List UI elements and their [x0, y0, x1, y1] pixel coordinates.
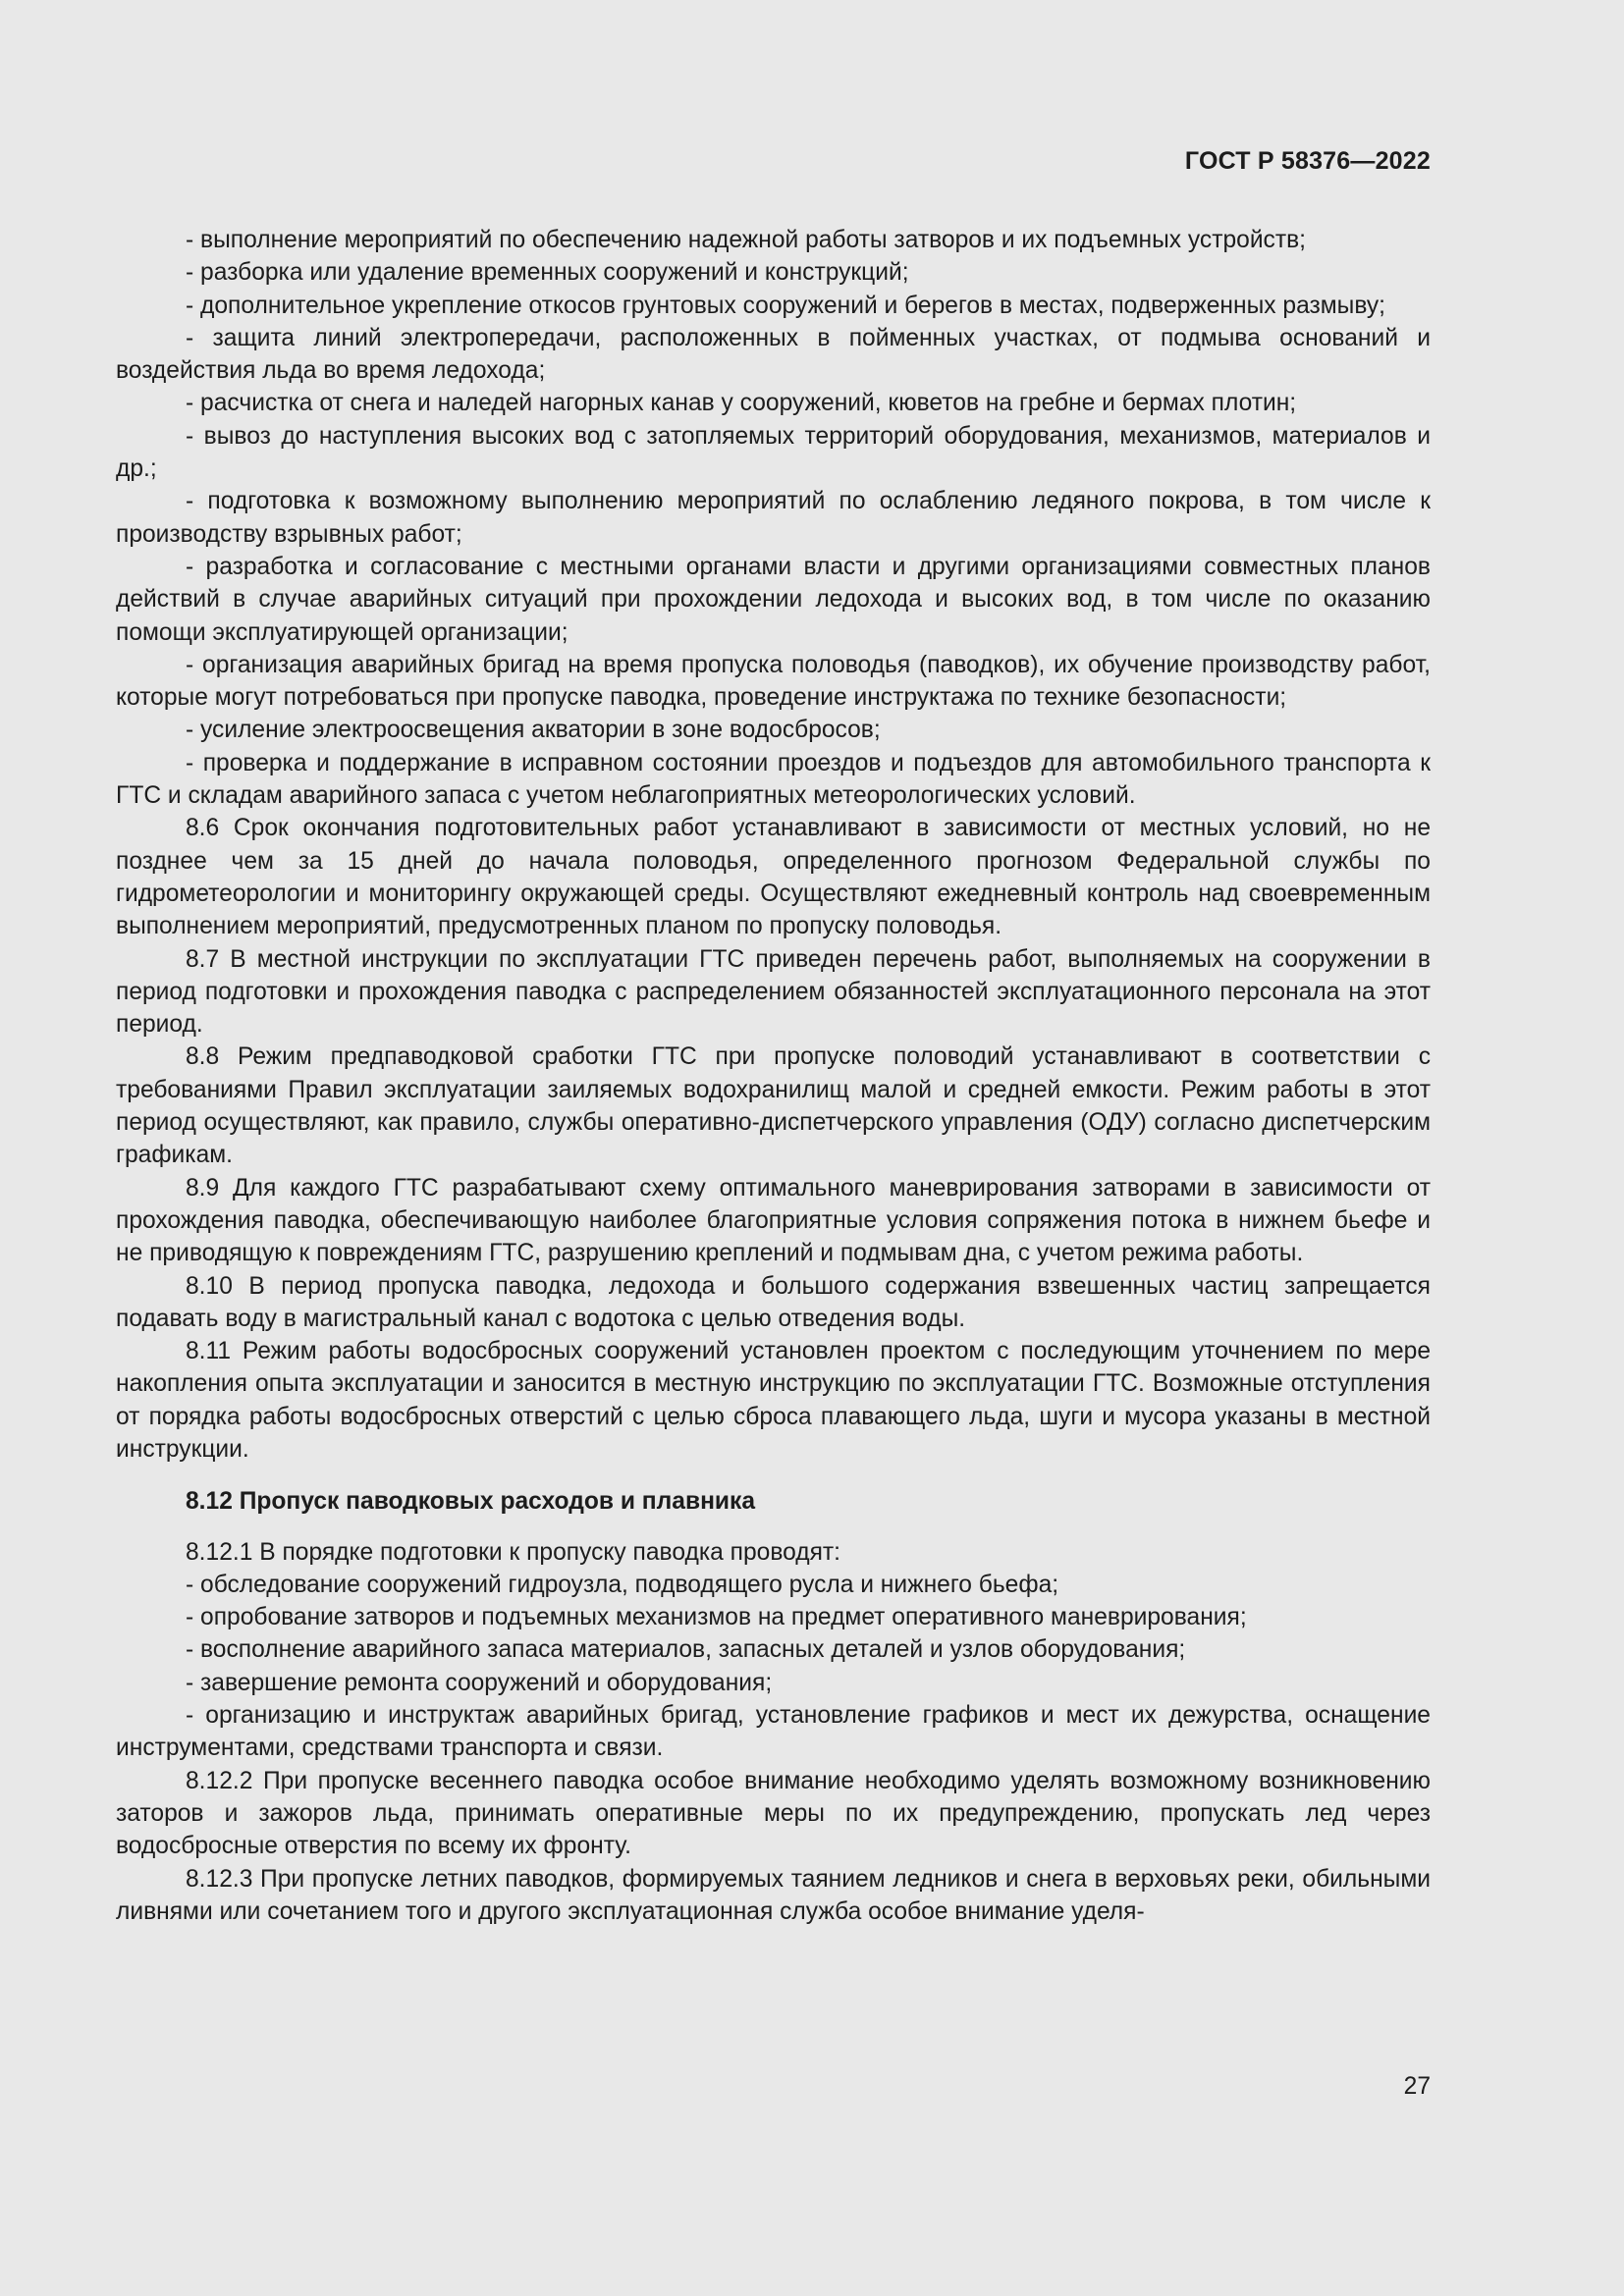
- paragraph: 8.12.1 В порядке подготовки к пропуску паводка проводят:: [186, 1538, 841, 1566]
- paragraph: - разработка и согласование с местными органами власти и другими организациями совместных планов действий в случае аварийных ситуаций при прохождении ледохода и высоких вод, в том числе по оказанию помощи эксплуатирующей организации;: [116, 553, 1431, 646]
- paragraph: - обследование сооружений гидроузла, подводящего русла и нижнего бьефа;: [186, 1571, 1059, 1598]
- paragraph: - проверка и поддержание в исправном состоянии проездов и подъездов для автомобильного транспорта к ГТС и складам аварийного запаса с учетом неблагоприятных метеорологических условий.: [116, 749, 1431, 810]
- paragraph: - организацию и инструктаж аварийных бригад, установление графиков и мест их дежурства, оснащение инструментами, средствами транспорта и связи.: [116, 1702, 1431, 1762]
- paragraph: - подготовка к возможному выполнению мероприятий по ослаблению ледяного покрова, в том числе к производству взрывных работ;: [116, 488, 1431, 548]
- paragraph: - завершение ремонта сооружений и оборудования;: [186, 1669, 773, 1696]
- paragraph: - разборка или удаление временных сооружений и конструкций;: [186, 259, 909, 287]
- paragraph: - восполнение аварийного запаса материалов, запасных деталей и узлов оборудования;: [186, 1636, 1186, 1664]
- paragraph: 8.6 Срок окончания подготовительных работ устанавливают в зависимости от местных условий, но не позднее чем за 15 дней до начала половодья, определенного прогнозом Федеральной службы по гидрометеорологии и мониторингу окружающей среды. Осуществляют ежедневный контроль над своевременным выполнением мероприятий, предусмотренных планом по пропуску половодья.: [116, 815, 1431, 940]
- paragraph: - вывоз до наступления высоких вод с затопляемых территорий оборудования, механизмов, материалов и др.;: [116, 422, 1431, 483]
- paragraph: - опробование затворов и подъемных механизмов на предмет оперативного маневрирования;: [186, 1604, 1247, 1631]
- paragraphs-after-section: [116, 1536, 1431, 1929]
- paragraph: 8.7 В местной инструкции по эксплуатации ГТС приведен перечень работ, выполняемых на сооружении в период подготовки и прохождения паводка с распределением обязанностей эксплуатационного персонала на этот период.: [116, 945, 1431, 1039]
- paragraph: - дополнительное укрепление откосов грунтовых сооружений и берегов в местах, подверженных размыву;: [186, 292, 1386, 319]
- page-number: 27: [1403, 2073, 1431, 2100]
- paragraph: 8.9 Для каждого ГТС разрабатывают схему оптимального маневрирования затворами в зависимости от прохождения паводка, обеспечивающую наиболее благоприятные условия сопряжения потока в нижнем бьефе и не приводящую к повреждениям ГТС, разрушению креплений и подмывам дна, с учетом режима работы.: [116, 1174, 1431, 1267]
- standard-code-header: ГОСТ Р 58376—2022: [1184, 147, 1431, 175]
- paragraphs-before-section: [116, 224, 1431, 1466]
- paragraph: - выполнение мероприятий по обеспечению надежной работы затворов и их подъемных устройств;: [186, 227, 1307, 253]
- paragraph: - усиление электроосвещения акватории в зоне водосбросов;: [186, 717, 881, 744]
- paragraph: 8.8 Режим предпаводковой сработки ГТС при пропуске половодий устанавливают в соответствии с требованиями Правил эксплуатации заиляемых водохранилищ малой и средней емкости. Режим работы в этот период осуществляют, как правило, службы оперативно-диспетчерского управления (ОДУ) согласно диспетчерским графикам.: [116, 1043, 1431, 1169]
- document-body: [116, 224, 1431, 1928]
- paragraph: 8.12.2 При пропуске весеннего паводка особое внимание необходимо уделять возможному возникновению заторов и зажоров льда, принимать оперативные меры по их предупреждению, пропускать лед через водосбросные отверстия по всему их фронту.: [116, 1767, 1431, 1860]
- paragraph: - организация аварийных бригад на время пропуска половодья (паводков), их обучение производству работ, которые могут потребоваться при пропуске паводка, проведение инструктажа по технике безопасности;: [116, 651, 1431, 712]
- paragraph: 8.12.3 При пропуске летних паводков, формируемых таянием ледников и снега в верховьях реки, обильными ливнями или сочетанием того и другого эксплуатационная служба особое внимание уделя-: [116, 1865, 1431, 1925]
- paragraph: 8.11 Режим работы водосбросных сооружений установлен проектом с последующим уточнением по мере накопления опыта эксплуатации и заносится в местную инструкцию по эксплуатации ГТС. Возможные отступления от порядка работы водосбросных отверстий с целью сброса плавающего льда, шуги и мусора указаны в местной инструкции.: [116, 1338, 1431, 1463]
- paragraph: - расчистка от снега и наледей нагорных канав у сооружений, кюветов на гребне и бермах плотин;: [186, 390, 1297, 417]
- paragraph: - защита линий электропередачи, расположенных в пойменных участках, от подмыва оснований и воздействия льда во время ледохода;: [116, 324, 1431, 385]
- section-heading: 8.12 Пропуск паводковых расходов и плавника: [186, 1488, 756, 1516]
- paragraph: 8.10 В период пропуска паводка, ледохода и большого содержания взвешенных частиц запрещается подавать воду в магистральный канал с водотока с целью отведения воды.: [116, 1272, 1431, 1332]
